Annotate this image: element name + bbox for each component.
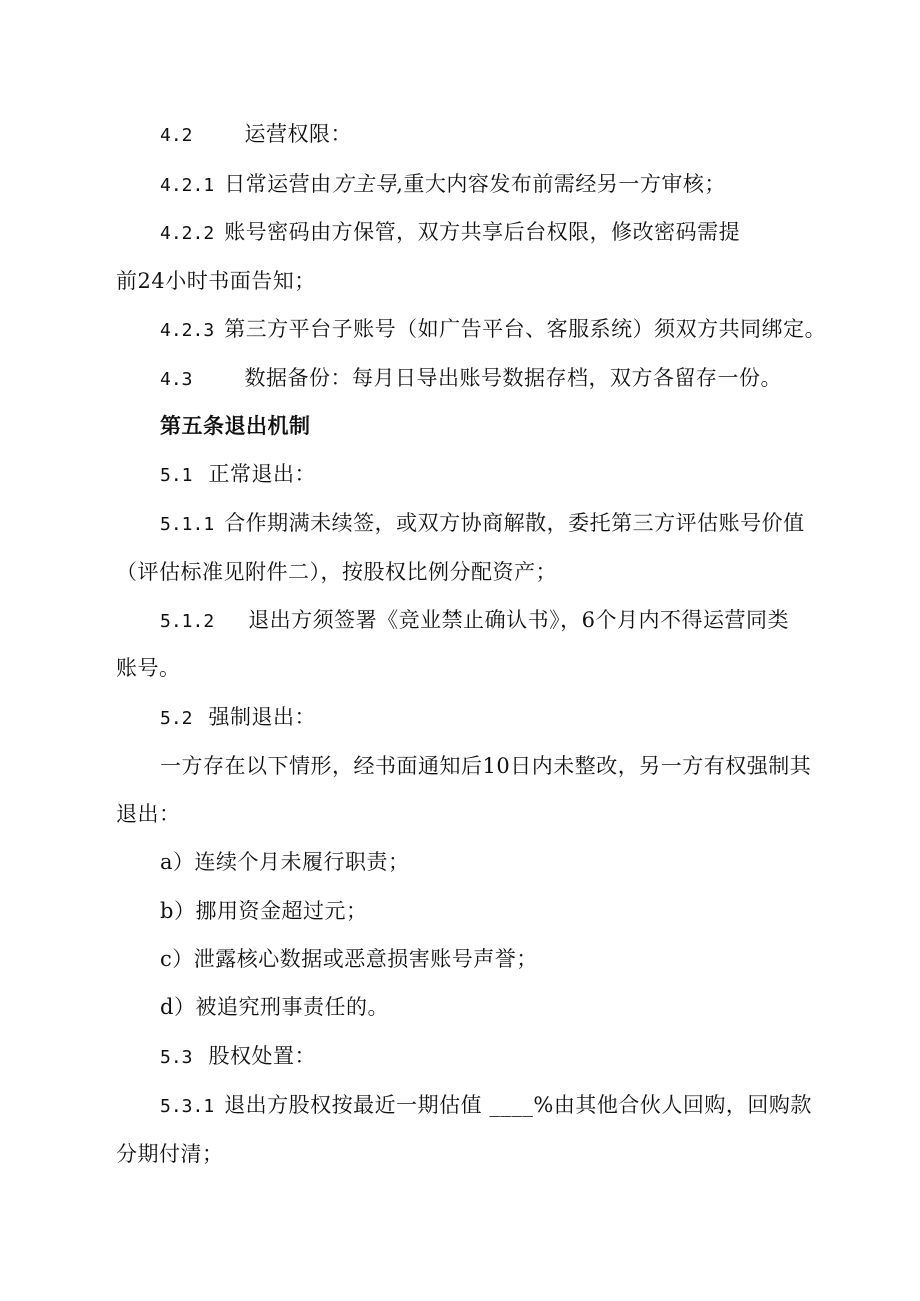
clause-4-3 [160, 364, 782, 394]
clause-number: 5.1 [160, 465, 193, 486]
clause-4-2 [160, 120, 352, 150]
clause-text: ,重大内容发布前需经另一方审核； [396, 172, 726, 196]
clause-4-2-2-continuation [116, 267, 316, 295]
clause-5-1-2 [160, 606, 789, 636]
clause-5-3-1-continuation: 分期付清； [116, 1142, 224, 1166]
clause-4-2-2 [160, 218, 740, 248]
list-text: 泄露核心数据或恶意损害账号声誉； [193, 947, 538, 971]
clause-text: 数据备份：每月日导出账号数据存档，双方各留存一份。 [244, 366, 783, 390]
list-item-a [160, 848, 410, 876]
list-marker: c） [160, 947, 194, 971]
list-item-c [160, 945, 538, 973]
clause-5-2 [160, 703, 316, 733]
clause-number: 5.3.1 [160, 1096, 215, 1117]
list-marker: a） [160, 850, 195, 874]
clause-number: 4.3 [160, 369, 193, 390]
clause-text: 账号。 [116, 656, 181, 680]
clause-5-1-1-continuation [116, 558, 557, 586]
clause-text-italic: 方主导 [331, 172, 397, 196]
clause-text: 日常运营由 [224, 172, 332, 196]
list-text: 挪用资金超过元； [195, 899, 368, 923]
list-item-b [160, 897, 367, 925]
clause-heading: 股权处置： [208, 1044, 317, 1068]
clause-5-1 [160, 460, 316, 490]
clause-5-1-2-continuation [116, 654, 181, 682]
clause-text: 第三方平台子账号（如广告平台、客服系统）须双方共同绑定。 [224, 317, 827, 341]
list-text: 连续个月未履行职责； [194, 850, 410, 874]
clause-number: 5.1.1 [160, 514, 215, 535]
clause-heading: 强制退出： [208, 705, 317, 729]
list-item-d [160, 993, 389, 1021]
clause-number: 5.1.2 [160, 611, 215, 632]
clause-5-3 [160, 1042, 316, 1072]
clause-number: 4.2.1 [160, 175, 215, 196]
clause-text: （评估标准见附件二），按股权比例分配资产； [116, 560, 557, 584]
clause-text: 账号密码由方保管，双方共享后台权限，修改密码需提 [224, 220, 741, 244]
clause-5-2-paragraph: 一方存在以下情形，经书面通知后10日内未整改，另一方有权强制其 [160, 754, 812, 778]
clause-heading: 正常退出： [208, 462, 317, 486]
article-5-title: 第五条退出机制 [160, 414, 311, 438]
clause-number: 4.2.2 [160, 223, 215, 244]
list-marker: d） [160, 995, 196, 1019]
clause-text: 合作期满未续签，或双方协商解散，委托第三方评估账号价值 [224, 511, 805, 535]
clause-number: 5.2 [160, 708, 193, 729]
clause-5-3-1 [160, 1091, 812, 1121]
clause-4-2-3 [160, 315, 826, 345]
list-text: 被追究刑事责任的。 [195, 995, 389, 1019]
clause-5-2-paragraph-continuation: 退出： [116, 802, 181, 826]
clause-5-1-1 [160, 509, 805, 539]
clause-number: 4.2.3 [160, 320, 215, 341]
clause-text: 退出方股权按最近一期估值 ____%由其他合伙人回购，回购款 [224, 1093, 812, 1117]
clause-4-2-1 [160, 170, 726, 200]
clause-text: 前24小时书面告知； [116, 269, 316, 293]
clause-text: 退出方须签署《竞业禁止确认书》，6个月内不得运营同类 [248, 608, 790, 632]
clause-number: 5.3 [160, 1047, 193, 1068]
list-marker: b） [160, 899, 196, 923]
clause-number: 4.2 [160, 125, 193, 146]
clause-heading: 运营权限： [244, 122, 353, 146]
